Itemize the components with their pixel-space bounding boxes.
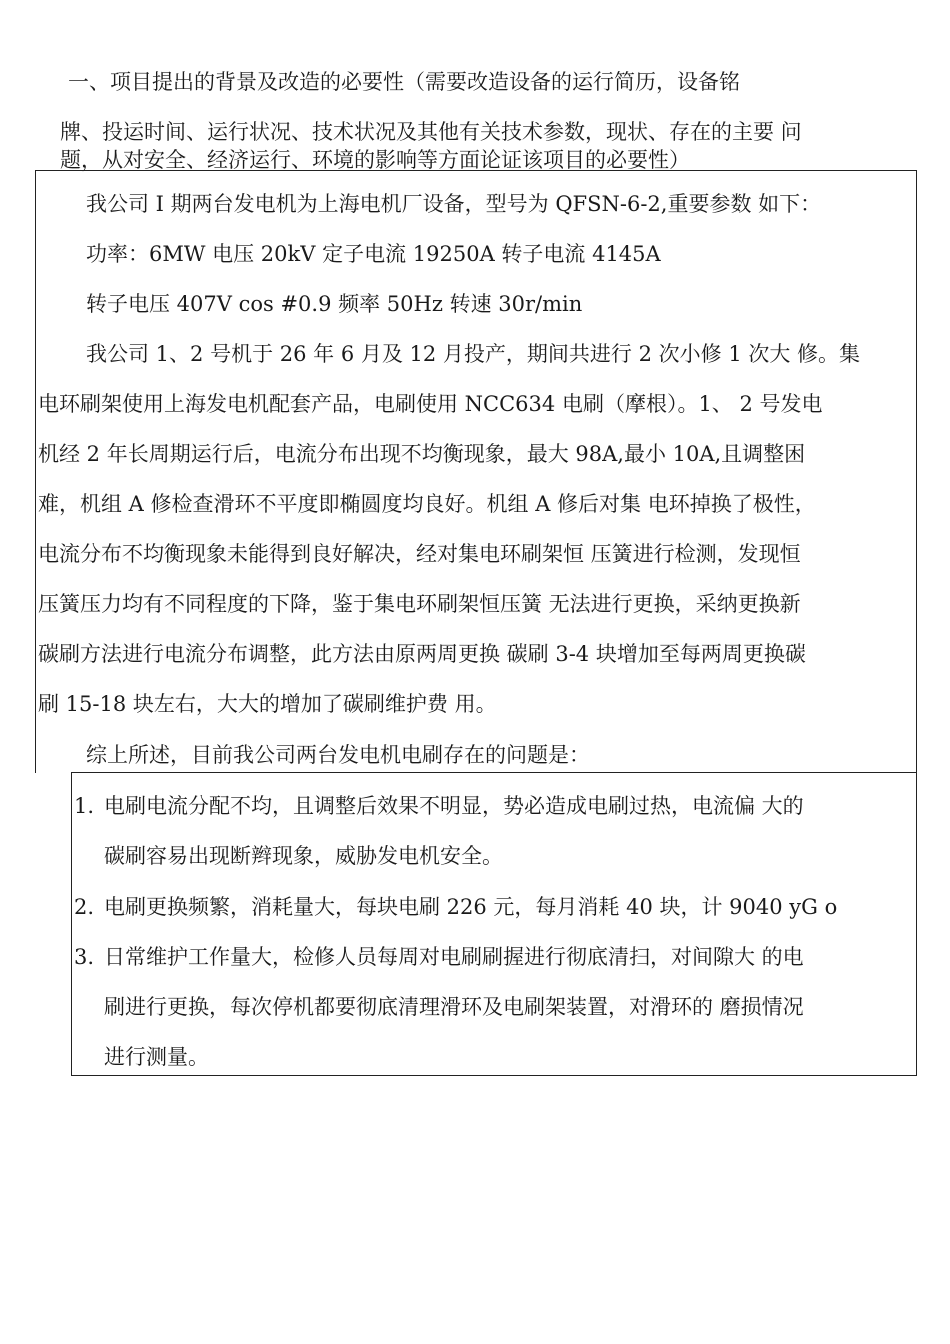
- paragraph-line: 刷 15-18 块左右，大大的增加了碳刷维护费 用。: [38, 692, 497, 716]
- intro-paragraph: 我公司 I 期两台发电机为上海电机厂设备，型号为 QFSN-6-2,重要参数 如下：: [86, 192, 822, 216]
- section-heading-line-3: 题，从对安全、经济运行、环境的影响等方面论证该项目的必要性）: [60, 148, 690, 172]
- issue-number: 3.: [74, 945, 95, 969]
- section-heading-line-2: 牌、投运时间、运行状况、技术状况及其他有关技术参数，现状、存在的主要 问: [60, 120, 802, 144]
- issue-line: 刷进行更换，每次停机都要彻底清理滑环及电刷架装置，对滑环的 磨损情况: [104, 995, 804, 1019]
- issue-line: 日常维护工作量大，检修人员每周对电刷刷握进行彻底清扫，对间隙大 的电: [104, 945, 804, 969]
- issue-line: 电刷电流分配不均，且调整后效果不明显，势必造成电刷过热，电流偏 大的: [104, 794, 804, 818]
- paragraph-line: 压簧压力均有不同程度的下降，鉴于集电环刷架恒压簧 无法进行更换，采纳更换新: [38, 592, 801, 616]
- issue-line: 进行测量。: [104, 1045, 209, 1069]
- paragraph-line: 碳刷方法进行电流分布调整，此方法由原两周更换 碳刷 3-4 块增加至每两周更换碳: [38, 642, 806, 666]
- issue-line: 电刷更换频繁，消耗量大，每块电刷 226 元，每月消耗 40 块，计 9040 yG o: [104, 895, 838, 919]
- issue-number: 1.: [74, 794, 95, 818]
- paragraph-line: 我公司 1、2 号机于 26 年 6 月及 12 月投产，期间共进行 2 次小修 1 次大 修。集: [86, 342, 861, 366]
- summary-line: 综上所述，目前我公司两台发电机电刷存在的问题是：: [86, 743, 590, 767]
- paragraph-line: 难，机组 A 修检查滑环不平度即椭圆度均良好。机组 A 修后对集 电环掉换了极性，: [38, 492, 816, 516]
- issue-number: 2.: [74, 895, 95, 919]
- params-line-1: 功率：6MW 电压 20kV 定子电流 19250A 转子电流 4145A: [86, 242, 661, 266]
- issue-line: 碳刷容易出现断辫现象，威胁发电机安全。: [104, 844, 503, 868]
- paragraph-line: 电流分布不均衡现象未能得到良好解决，经对集电环刷架恒 压簧进行检测，发现恒: [38, 542, 801, 566]
- paragraph-line: 电环刷架使用上海发电机配套产品，电刷使用 NCC634 电刷（摩根）。1、 2 号发电: [38, 392, 823, 416]
- params-line-2: 转子电压 407V cos #0.9 频率 50Hz 转速 30r/min: [86, 292, 583, 316]
- section-heading-line-1: 一、项目提出的背景及改造的必要性（需要改造设备的运行简历，设备铭: [68, 70, 740, 94]
- paragraph-line: 机经 2 年长周期运行后，电流分布出现不均衡现象，最大 98A,最小 10A,且调整困: [38, 442, 806, 466]
